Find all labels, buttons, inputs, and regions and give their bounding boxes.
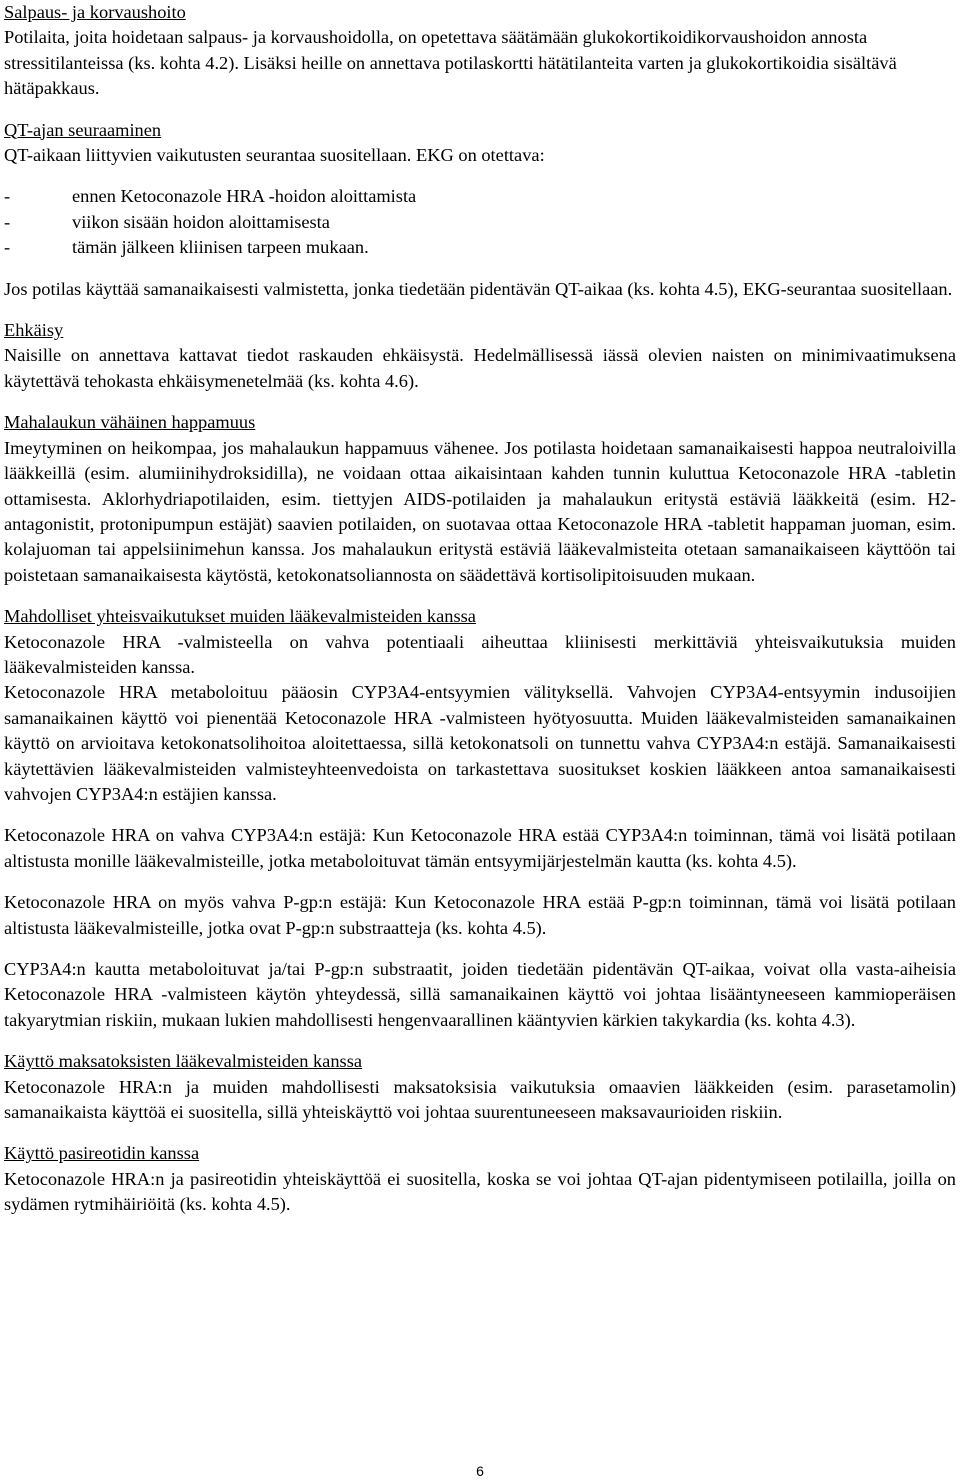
document-page — [4, 0, 956, 1218]
section-heading-salpaus: Salpaus- ja korvaushoito — [4, 2, 186, 22]
spacer — [4, 102, 956, 118]
maksatoksiset-paragraph: Ketoconazole HRA:n ja muiden mahdollisesti maksatoksisia vaikutuksia omaavien lääkkeiden (esim. parasetamolin) samanaikaista käyttöä ei suositella, sillä yhteiskäyttö voi johtaa suurentuneeseen maksavaurioiden riskiin. — [4, 1076, 956, 1123]
section-salpaus — [4, 0, 956, 102]
bullet-dash: - — [4, 186, 11, 207]
section-qt — [4, 118, 956, 302]
list-item — [4, 184, 956, 209]
section-maksatoksiset — [4, 1049, 956, 1125]
spacer — [4, 1033, 956, 1049]
page-number: 6 — [476, 1463, 484, 1479]
pasireotidi-paragraph: Ketoconazole HRA:n ja pasireotidin yhteiskäyttöä ei suositella, koska se voi johtaa QT-ajan pidentymiseen potilailla, joilla on sydämen rytmihäiriöitä (ks. kohta 4.5). — [4, 1168, 956, 1215]
section-pasireotidi — [4, 1141, 956, 1217]
list-item-text: viikon sisään hoidon aloittamisesta — [72, 211, 330, 232]
section-heading-ehkaisy: Ehkäisy — [4, 320, 64, 341]
list-item-text: ennen Ketoconazole HRA -hoidon aloittamista — [72, 186, 417, 207]
section-heading-yhteisvaikutukset: Mahdolliset yhteisvaikutukset muiden lääkevalmisteiden kanssa — [4, 606, 476, 627]
section-heading-qt: QT-ajan seuraaminen — [4, 119, 162, 140]
salpaus-paragraph: Potilaita, joita hoidetaan salpaus- ja korvaushoidolla, on opetettava säätämään glukokortikoidikorvaushoidon annosta stressitilanteissa (ks. kohta 4.2). Lisäksi heille on annettava potilaskortti hätätilanteita varten ja glukokortikoidia sisältävä hätäpakkaus. — [4, 27, 897, 99]
spacer — [4, 588, 956, 604]
section-heading-pasireotidi: Käyttö pasireotidin kanssa — [4, 1143, 200, 1164]
bullet-dash: - — [4, 211, 11, 232]
section-mahalaukku — [4, 410, 956, 588]
list-item — [4, 210, 956, 235]
qt-bullet-list — [4, 184, 956, 260]
spacer — [4, 261, 956, 277]
qt-after-paragraph: Jos potilas käyttää samanaikaisesti valmistetta, jonka tiedetään pidentävän QT-aikaa (ks. kohta 4.5), EKG-seurantaa suositellaan. — [4, 278, 953, 299]
ehkaisy-paragraph: Naisille on annettava kattavat tiedot raskauden ehkäisystä. Hedelmällisessä iässä olevien naisten on minimivaatimuksena käytettävä tehokasta ehkäisymenetelmää (ks. kohta 4.6). — [4, 345, 956, 391]
yhteisvaikutukset-paragraph-4: Ketoconazole HRA on myös vahva P-gp:n estäjä: Kun Ketoconazole HRA estää P-gp:n toiminnan, tämä voi lisätä potilaan altistusta lääkevalmisteille, jotka ovat P-gp:n substraatteja (ks. kohta 4.5). — [4, 892, 956, 938]
spacer — [4, 874, 956, 890]
spacer — [4, 168, 956, 184]
spacer — [4, 302, 956, 318]
mahalaukku-paragraph: Imeytyminen on heikompaa, jos mahalaukun happamuus vähenee. Jos potilasta hoidetaan samanaikaisesti happoa neutraloivilla lääkkeillä (esim. alumiinihydroksidilla), ne voidaan ottaa aikaisintaan kahden tunnin kuluttua Ketoconazole HRA -tabletin ottamisesta. Aklorhydriapotilaiden, esim. tiettyjen AIDS-potilaiden ja mahalaukun eritystä estäviä lääkkeitä (esim. H2-antagonistit, protonipumpun estäjät) saavien potilaiden, on suotavaa ottaa Ketoconazole HRA -tabletit happaman juoman, esim. kolajuoman tai appelsiinimehun kanssa. Jos mahalaukun eritystä estäviä lääkevalmisteita otetaan samanaikaiseen käyttöön tai poistetaan samanaikaisesta käytöstä, ketokonatsoliannosta on säädettävä kortisolipitoisuuden mukaan. — [4, 437, 956, 585]
spacer — [4, 941, 956, 957]
section-heading-maksatoksiset: Käyttö maksatoksisten lääkevalmisteiden kanssa — [4, 1051, 363, 1072]
list-item — [4, 235, 956, 260]
yhteisvaikutukset-paragraph-3: Ketoconazole HRA on vahva CYP3A4:n estäjä: Kun Ketoconazole HRA estää CYP3A4:n toiminnan, tämä voi lisätä potilaan altistusta monille lääkevalmisteille, jotka metaboloituvat tämän entsyymijärjestelmän kautta (ks. kohta 4.5). — [4, 825, 956, 871]
bullet-dash: - — [4, 237, 11, 258]
spacer — [4, 394, 956, 410]
spacer — [4, 807, 956, 823]
section-ehkaisy — [4, 318, 956, 394]
spacer — [4, 1125, 956, 1141]
qt-intro: QT-aikaan liittyvien vaikutusten seurantaa suositellaan. EKG on otettava: — [4, 145, 545, 166]
yhteisvaikutukset-paragraph-2: Ketoconazole HRA metaboloituu pääosin CYP3A4-entsyymien välityksellä. Vahvojen CYP3A4-entsyymin indusoijien samanaikainen käyttö voi pienentää Ketoconazole HRA -valmisteen hyötyosuutta. Muiden lääkevalmisteiden samanaikainen käyttö on arvioitava ketokonatsolihoitoa aloitettaessa, sillä ketokonatsoli on tunnettu vahva CYP3A4:n estäjä. Samanaikaisesti käytettävien lääkevalmisteiden valmisteyhteenvedoista on tarkastettava suositukset koskien lääkkeen antoa samanaikaisesti vahvojen CYP3A4:n estäjien kanssa. — [4, 682, 956, 804]
list-item-text: tämän jälkeen kliinisen tarpeen mukaan. — [72, 237, 369, 258]
section-yhteisvaikutukset — [4, 604, 956, 1033]
yhteisvaikutukset-paragraph-1: Ketoconazole HRA -valmisteella on vahva potentiaali aiheuttaa kliinisesti merkittäviä yhteisvaikutuksia muiden lääkevalmisteiden kanssa. — [4, 631, 956, 677]
section-heading-mahalaukku: Mahalaukun vähäinen happamuus — [4, 412, 256, 433]
yhteisvaikutukset-paragraph-5: CYP3A4:n kautta metaboloituvat ja/tai P-gp:n substraatit, joiden tiedetään pidentävän QT-aikaa, voivat olla vasta-aiheisia Ketoconazole HRA -valmisteen käytön yhteydessä, sillä samanaikainen käyttö voi johtaa lisääntyneeseen kammioperäisen takyarytmian riskiin, mukaan lukien mahdollisesti hengenvaarallinen kääntyvien kärkien takykardia (ks. kohta 4.3). — [4, 959, 956, 1030]
